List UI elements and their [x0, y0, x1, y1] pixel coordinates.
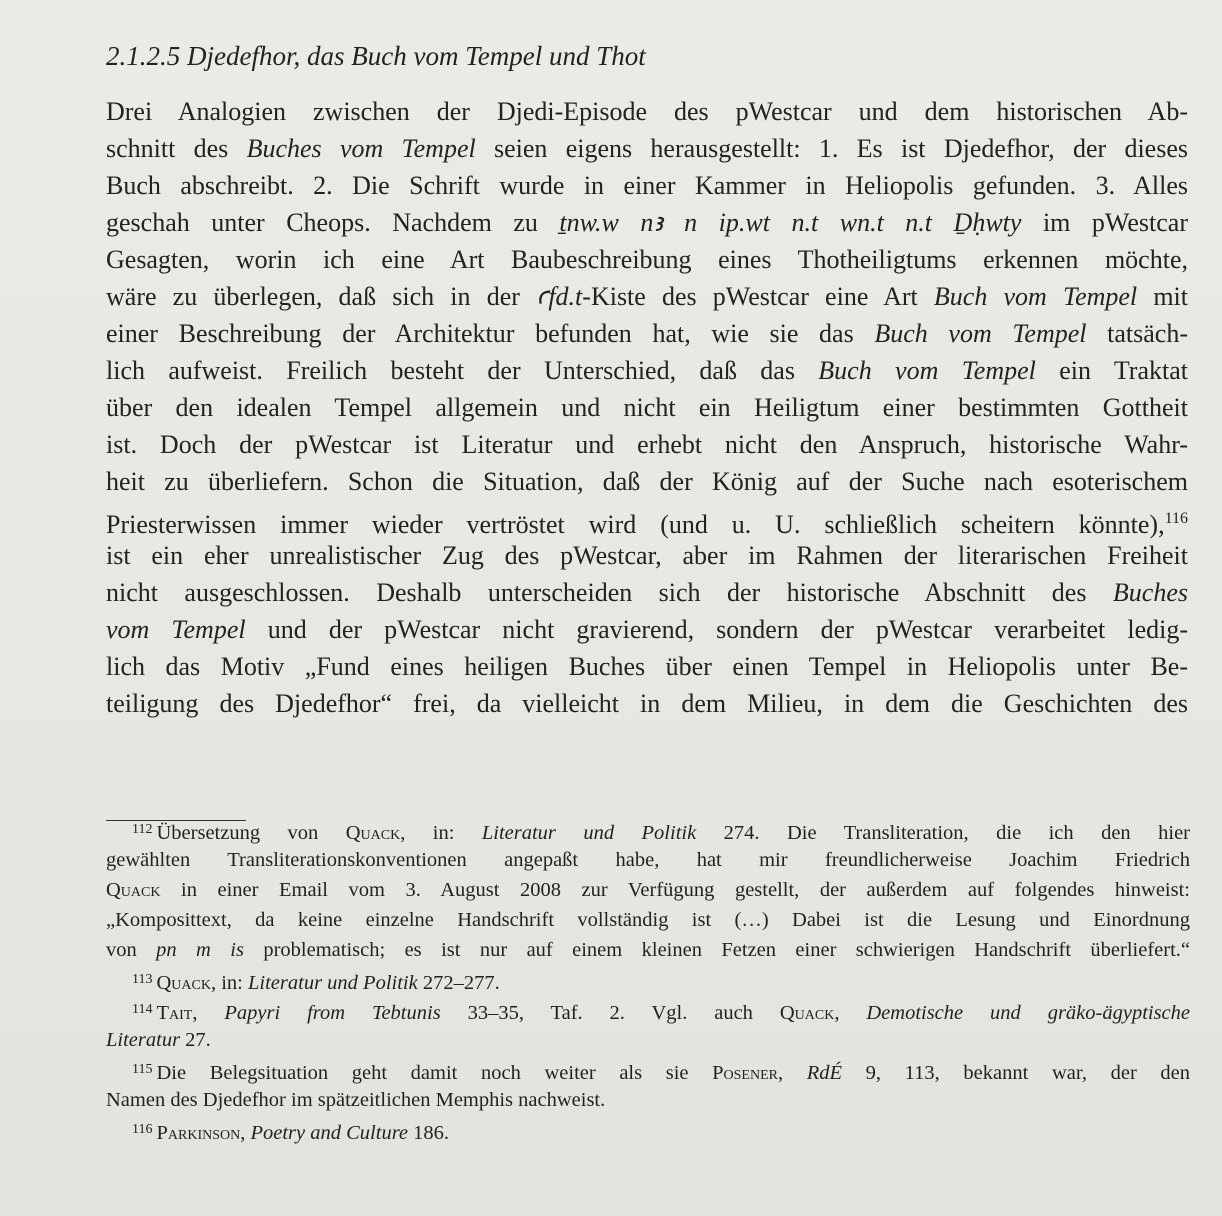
- text-segment: Namen des Djedefhor im spätzeitlichen Memphis nachweist.: [106, 1089, 606, 1111]
- footnote-line: [106, 1115, 1190, 1145]
- text-segment: einer Beschreibung der Architektur befunden hat, wie sie das: [106, 319, 875, 348]
- text-segment: , in:: [400, 822, 482, 844]
- text-segment: 33–35, Taf. 2. Vgl. auch: [440, 1002, 780, 1024]
- text-segment: und der pWestcar nicht gravierend, sondern der pWestcar verarbeitet ledig-: [245, 615, 1188, 644]
- text-segment: Poetry and Culture: [250, 1122, 409, 1144]
- text-segment: 186.: [408, 1122, 450, 1144]
- text-segment: 27.: [180, 1029, 211, 1051]
- text-segment: Buch vom Tempel: [874, 319, 1087, 348]
- text-segment: ist. Doch der pWestcar ist Literatur und erhebt nicht den Anspruch, historische Wahr-: [106, 430, 1188, 459]
- text-segment: ist ein eher unrealistischer Zug des pWestcar, aber im Rahmen der literarischen Freiheit: [106, 541, 1188, 570]
- text-segment: seien eigens herausgestellt: 1. Es ist Djedefhor, der dieses: [475, 134, 1188, 163]
- footnote-marker: 114: [132, 1002, 153, 1017]
- body-line: [106, 130, 1188, 167]
- footnote-line: [106, 875, 1190, 905]
- text-segment: Die Belegsituation geht damit noch weiter als sie: [156, 1062, 713, 1084]
- footnote-marker: 116: [1164, 510, 1188, 527]
- text-segment: Buch vom Tempel: [933, 282, 1138, 311]
- text-segment: „Komposittext, da keine einzelne Handschrift vollständig ist (…) Dabei ist die Lesung und Einordnung: [106, 909, 1190, 931]
- text-segment: 274. Die Transliteration, die ich den hier: [696, 822, 1190, 844]
- text-segment: 272–277.: [417, 972, 500, 994]
- footnote-marker: 115: [132, 1062, 153, 1077]
- body-line: [106, 389, 1188, 426]
- footnote-line: [106, 815, 1190, 845]
- text-segment: Drei Analogien zwischen der Djedi-Episode des pWestcar und dem historischen Ab-: [106, 97, 1188, 126]
- body-line: [106, 537, 1188, 574]
- body-line: [106, 241, 1188, 278]
- text-segment: ,: [240, 1122, 251, 1144]
- text-segment: pn m is: [156, 939, 244, 961]
- text-segment: geschah unter Cheops. Nachdem zu: [106, 208, 560, 237]
- text-segment: Übersetzung von: [156, 822, 346, 844]
- body-line: [106, 278, 1188, 315]
- text-segment: Buch vom Tempel: [818, 356, 1036, 385]
- text-segment: gewählten Transliterationskonventionen angepaßt habe, hat mir freundlicherweise Joachim Friedrich: [106, 849, 1190, 871]
- footnote-line: [106, 845, 1190, 875]
- text-segment: schnitt des: [106, 134, 247, 163]
- text-segment: Demotische und gräko-ägyptische: [866, 1002, 1191, 1024]
- body-line: [106, 315, 1188, 352]
- text-segment: ,: [834, 1002, 867, 1024]
- body-line: [106, 463, 1188, 500]
- text-segment: Quack: [106, 879, 161, 901]
- text-segment: RdÉ: [806, 1062, 843, 1084]
- footnote-line: [106, 1055, 1190, 1085]
- text-segment: Buch abschreibt. 2. Die Schrift wurde in einer Kammer in Heliopolis gefunden. 3. Alles: [106, 171, 1188, 200]
- text-segment: Buches: [1112, 578, 1188, 607]
- text-segment: von: [106, 939, 157, 961]
- footnote-line: [106, 935, 1190, 965]
- footnote-marker: 113: [132, 972, 153, 987]
- section-heading: 2.1.2.5 Djedefhor, das Buch vom Tempel und Thot: [106, 41, 646, 71]
- text-segment: lich das Motiv „Fund eines heiligen Buches über einen Tempel in Heliopolis unter Be-: [106, 652, 1188, 681]
- text-segment: Papyri from Tebtunis: [224, 1002, 441, 1024]
- text-segment: nicht ausgeschlossen. Deshalb unterscheiden sich der historische Abschnitt des: [106, 578, 1113, 607]
- text-segment: lich aufweist. Freilich besteht der Unterschied, daß das: [106, 356, 819, 385]
- body-line: [106, 611, 1188, 648]
- text-segment: Priesterwissen immer wieder vertröstet wird (und u. U. schließlich scheitern könnte),: [106, 510, 1165, 539]
- text-segment: Literatur und Politik: [248, 972, 418, 994]
- text-segment: Quack: [345, 822, 401, 844]
- text-segment: Buches vom Tempel: [246, 134, 476, 163]
- footnote-line: [106, 995, 1190, 1025]
- text-segment: Literatur und Politik: [481, 822, 697, 844]
- text-segment: Gesagten, worin ich eine Art Baubeschreibung eines Thotheiligtums erkennen möchte,: [106, 245, 1188, 274]
- text-segment: 9, 113, bekannt war, der den: [842, 1062, 1191, 1084]
- footnote-line: [106, 905, 1190, 935]
- footnote-line: [106, 1085, 1190, 1115]
- body-text: [106, 93, 1188, 722]
- text-segment: Literatur: [106, 1029, 181, 1051]
- text-segment: in einer Email vom 3. August 2008 zur Verfügung gestellt, der außerdem auf folgendes hinweist:: [160, 879, 1190, 901]
- body-line: [106, 574, 1188, 611]
- text-segment: -Kiste des pWestcar eine Art: [582, 282, 934, 311]
- body-line: [106, 500, 1188, 537]
- footnote-line: [106, 965, 1190, 995]
- text-segment: ,: [192, 1002, 225, 1024]
- text-segment: , in:: [210, 972, 248, 994]
- footnote-marker: 112: [132, 822, 153, 837]
- body-line: [106, 204, 1188, 241]
- footnote-line: [106, 1025, 1190, 1055]
- body-line: [106, 167, 1188, 204]
- text-segment: im pWestcar: [1021, 208, 1188, 237]
- text-segment: ꜥfd.t: [536, 282, 583, 311]
- text-segment: ,: [777, 1062, 807, 1084]
- text-segment: Tait: [156, 1002, 193, 1024]
- body-line: [106, 93, 1188, 130]
- text-segment: heit zu überliefern. Schon die Situation, daß der König auf der Suche nach esoterischem: [106, 467, 1188, 496]
- text-segment: Posener: [712, 1062, 778, 1084]
- text-segment: ṯnw.w nꜣ n ip.wt n.t wn.t n.t Ḏḥwty: [559, 208, 1022, 237]
- text-segment: wäre zu überlegen, daß sich in der: [106, 282, 537, 311]
- body-line: [106, 426, 1188, 463]
- text-segment: tatsäch-: [1086, 319, 1188, 348]
- footnotes: [106, 815, 1190, 1145]
- body-line: [106, 352, 1188, 389]
- footnote-marker: 116: [132, 1122, 153, 1137]
- text-segment: teiligung des Djedefhor“ frei, da vielleicht in dem Milieu, in dem die Geschichten des: [106, 689, 1188, 718]
- text-segment: problematisch; es ist nur auf einem kleinen Fetzen einer schwierigen Handschrift überliefert.“: [243, 939, 1191, 961]
- text-segment: Parkinson: [156, 1122, 241, 1144]
- body-line: [106, 648, 1188, 685]
- text-segment: mit: [1137, 282, 1188, 311]
- text-segment: Quack: [779, 1002, 835, 1024]
- text-segment: vom Tempel: [106, 615, 246, 644]
- body-line: [106, 685, 1188, 722]
- text-segment: Quack: [156, 972, 211, 994]
- text-segment: ein Traktat: [1035, 356, 1188, 385]
- text-segment: über den idealen Tempel allgemein und nicht ein Heiligtum einer bestimmten Gottheit: [106, 393, 1188, 422]
